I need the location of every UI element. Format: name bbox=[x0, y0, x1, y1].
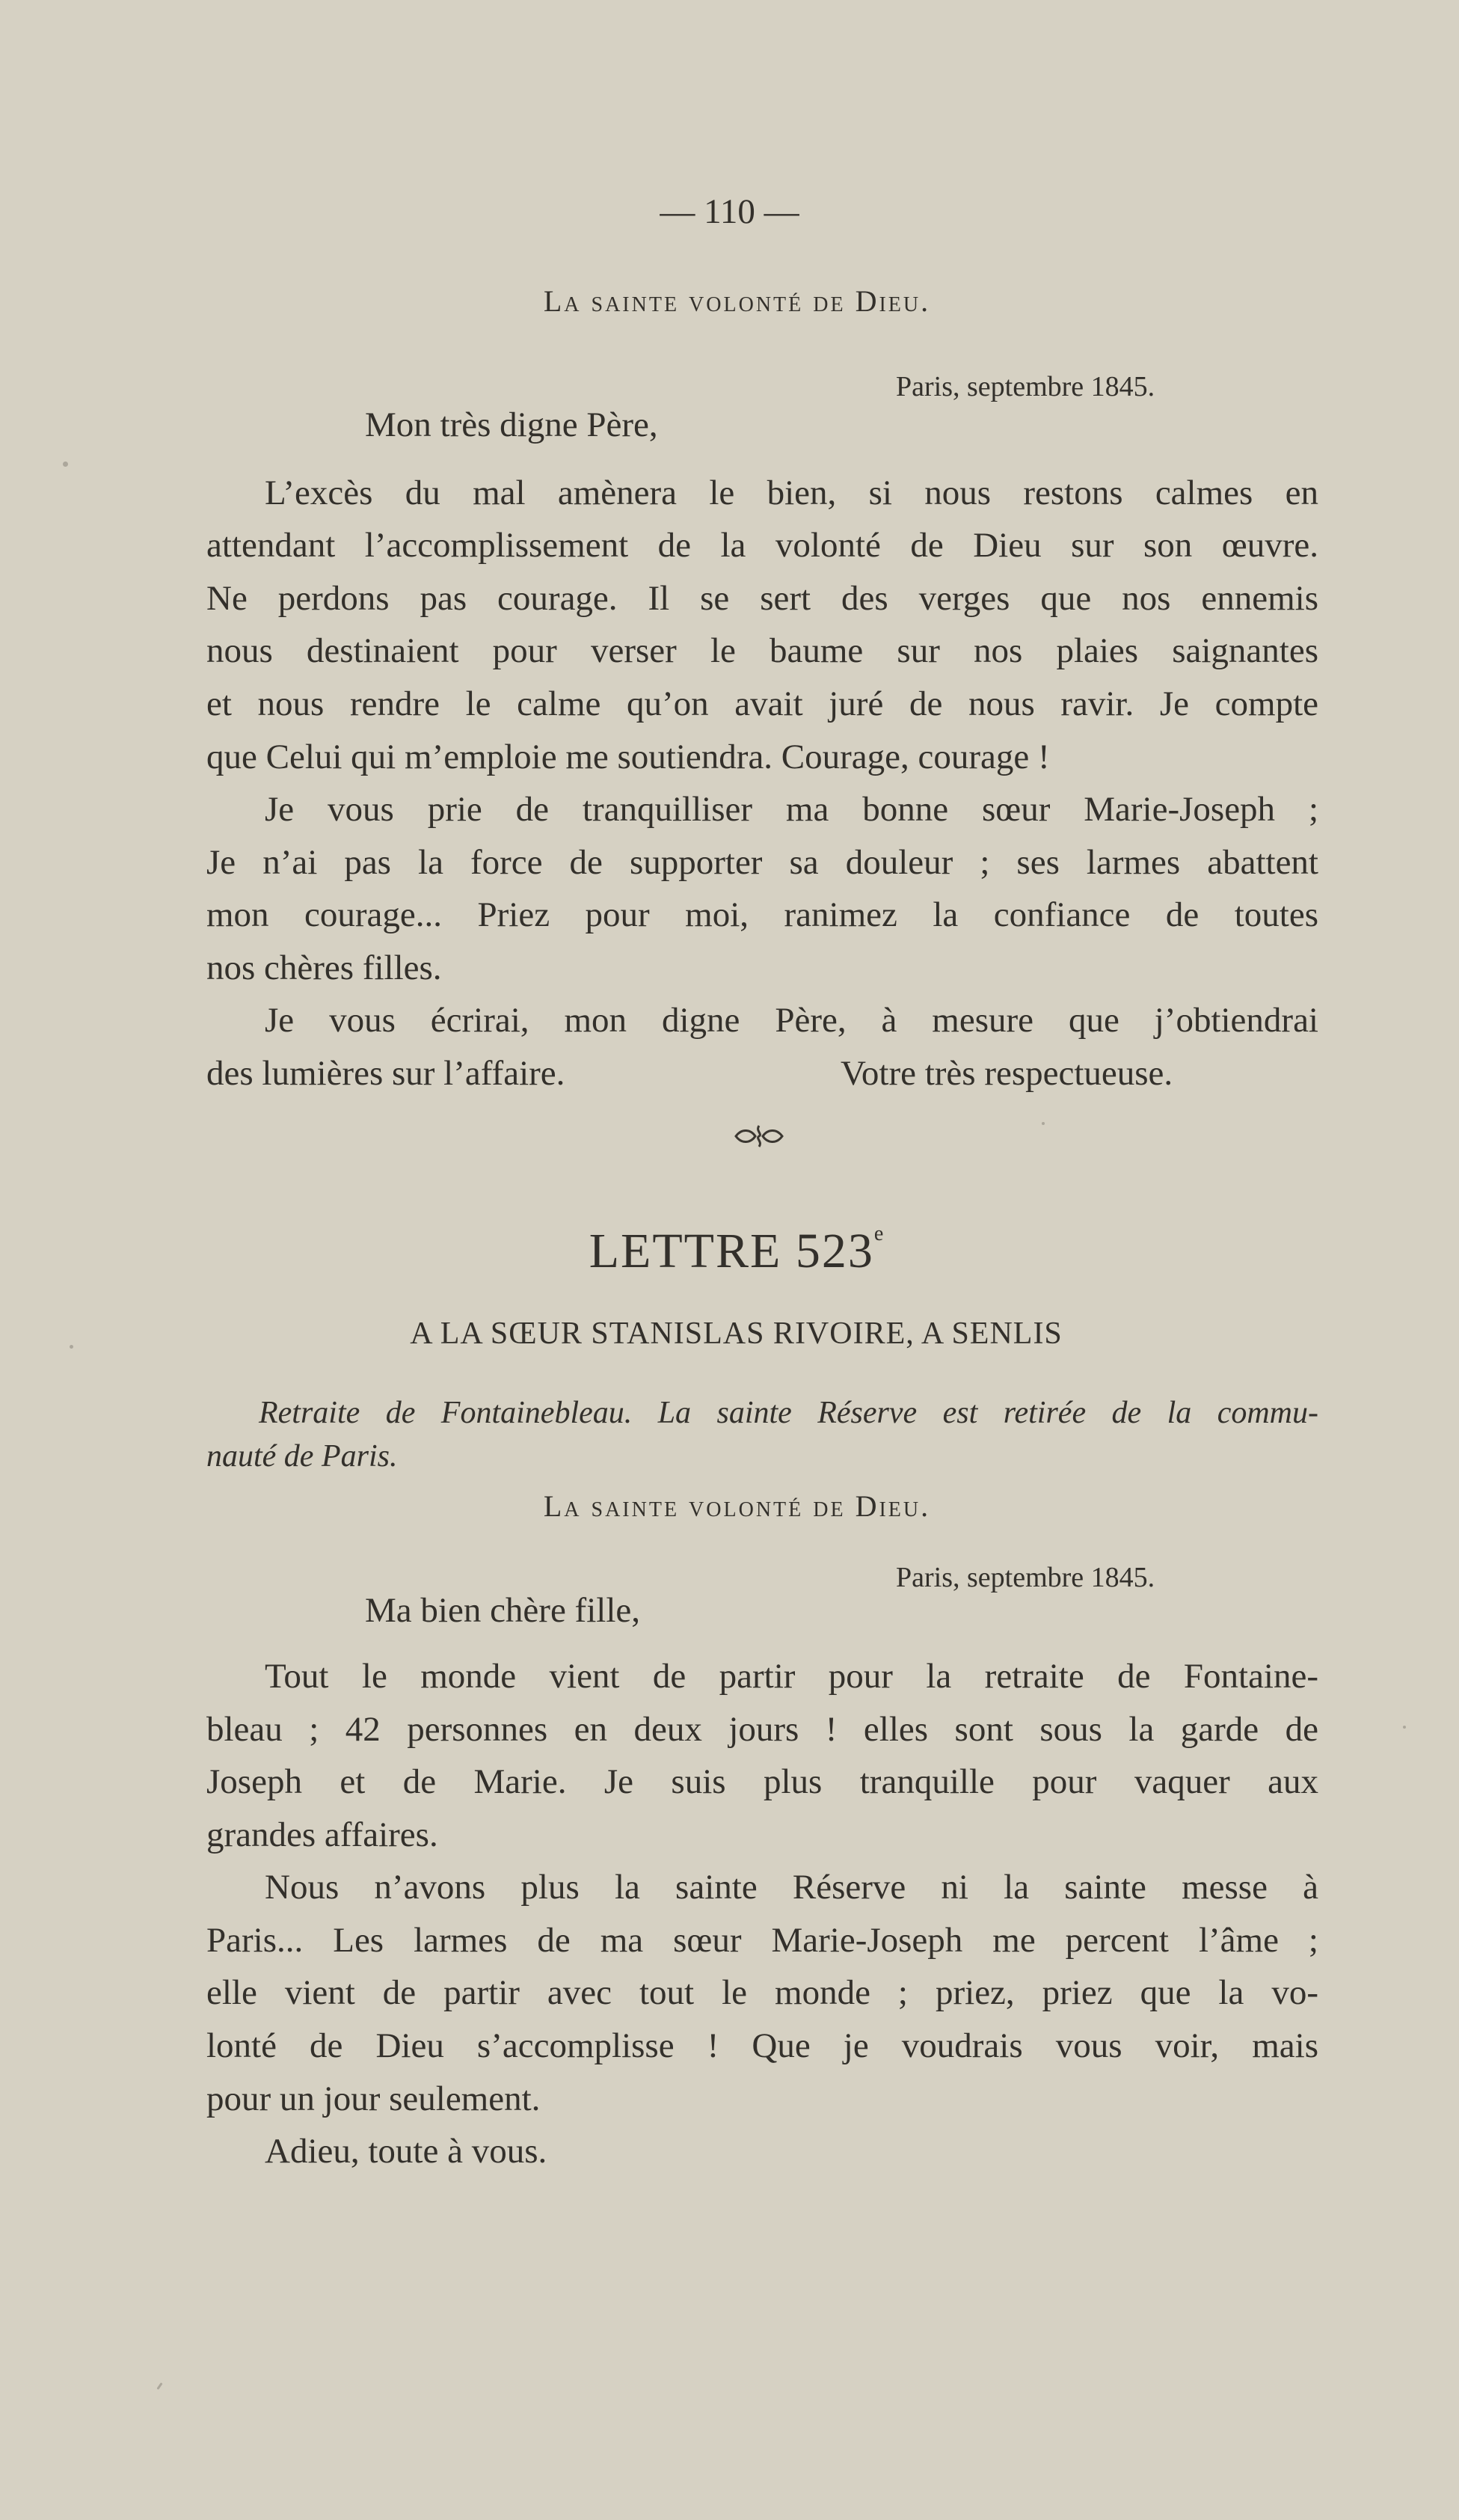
letter2-p1-line: Joseph et de Marie. Je suis plus tranquille pour vaquer aux bbox=[206, 1762, 1318, 1801]
paper-speck bbox=[1403, 1726, 1406, 1729]
letter2-summary-line: nauté de Paris. bbox=[206, 1439, 398, 1474]
paper-speck bbox=[70, 1345, 73, 1349]
letter2-heading-sup: e bbox=[873, 1222, 885, 1245]
letter1-p2-line: mon courage... Priez pour moi, ranimez la confiance de toutes bbox=[206, 895, 1318, 934]
letter1-p1-line: que Celui qui m’emploie me soutiendra. Courage, courage ! bbox=[206, 738, 1050, 776]
letter2-p2-line: Paris... Les larmes de ma sœur Marie-Joseph me percent l’âme ; bbox=[206, 1921, 1318, 1960]
letter1-dateline: Paris, septembre 1845. bbox=[896, 371, 1155, 402]
letter1-salutation: Mon très digne Père, bbox=[365, 405, 658, 444]
letter2-p2-line: Nous n’avons plus la sainte Réserve ni la sainte messe à bbox=[265, 1868, 1318, 1907]
letter1-p1-line: nous destinaient pour verser le baume sur nos plaies saignantes bbox=[206, 631, 1318, 670]
letter1-p2-line: Je n’ai pas la force de supporter sa douleur ; ses larmes abattent bbox=[206, 843, 1318, 882]
letter1-p1-line: Ne perdons pas courage. Il se sert des verges que nos ennemis bbox=[206, 579, 1318, 618]
letter2-dateline: Paris, septembre 1845. bbox=[896, 1562, 1155, 1593]
letter1-p1-line: L’excès du mal amènera le bien, si nous restons calmes en bbox=[265, 473, 1318, 512]
letter2-recipient: A LA SŒUR STANISLAS RIVOIRE, A SENLIS bbox=[410, 1316, 1063, 1351]
letter2-p1-line: bleau ; 42 personnes en deux jours ! elles sont sous la garde de bbox=[206, 1710, 1318, 1749]
letter2-closing: Adieu, toute à vous. bbox=[265, 2132, 547, 2171]
letter2-heading bbox=[0, 1222, 1459, 1278]
letter2-salutation: Ma bien chère fille, bbox=[365, 1591, 640, 1630]
paper-speck bbox=[1042, 1122, 1045, 1125]
page-number: — 110 — bbox=[660, 192, 799, 231]
letter2-invocation: La sainte volonté de Dieu. bbox=[543, 1489, 931, 1523]
letter2-p1-line: grandes affaires. bbox=[206, 1815, 438, 1854]
letter1-closing: Votre très respectueuse. bbox=[841, 1054, 1173, 1093]
letter1-p2-line: Je vous prie de tranquilliser ma bonne sœur Marie-Joseph ; bbox=[265, 790, 1318, 829]
letter2-p2-line: elle vient de partir avec tout le monde ; priez, priez que la vo- bbox=[206, 1973, 1318, 2012]
letter1-p1-line: et nous rendre le calme qu’on avait juré de nous ravir. Je compte bbox=[206, 684, 1318, 723]
letter1-invocation: La sainte volonté de Dieu. bbox=[543, 284, 931, 318]
letter2-p2-line: pour un jour seulement. bbox=[206, 2079, 541, 2118]
letter2-p1-line: Tout le monde vient de partir pour la retraite de Fontaine- bbox=[265, 1657, 1318, 1696]
letter1-p3-line: des lumières sur l’affaire. bbox=[206, 1054, 565, 1093]
letter2-summary-line: Retraite de Fontainebleau. La sainte Réserve est retirée de la commu- bbox=[259, 1396, 1318, 1430]
letter1-p1-line: attendant l’accomplissement de la volonté de Dieu sur son œuvre. bbox=[206, 526, 1318, 565]
paper-speck bbox=[156, 2382, 162, 2390]
letter1-p2-line: nos chères filles. bbox=[206, 948, 442, 987]
letter1-p3-line: Je vous écrirai, mon digne Père, à mesure que j’obtiendrai bbox=[265, 1001, 1318, 1040]
fleuron-ornament-icon bbox=[733, 1123, 785, 1149]
letter2-p2-line: lonté de Dieu s’accomplisse ! Que je voudrais vous voir, mais bbox=[206, 2026, 1318, 2065]
letter2-heading-text: LETTRE 523 bbox=[589, 1224, 874, 1278]
paper-speck bbox=[63, 462, 68, 467]
